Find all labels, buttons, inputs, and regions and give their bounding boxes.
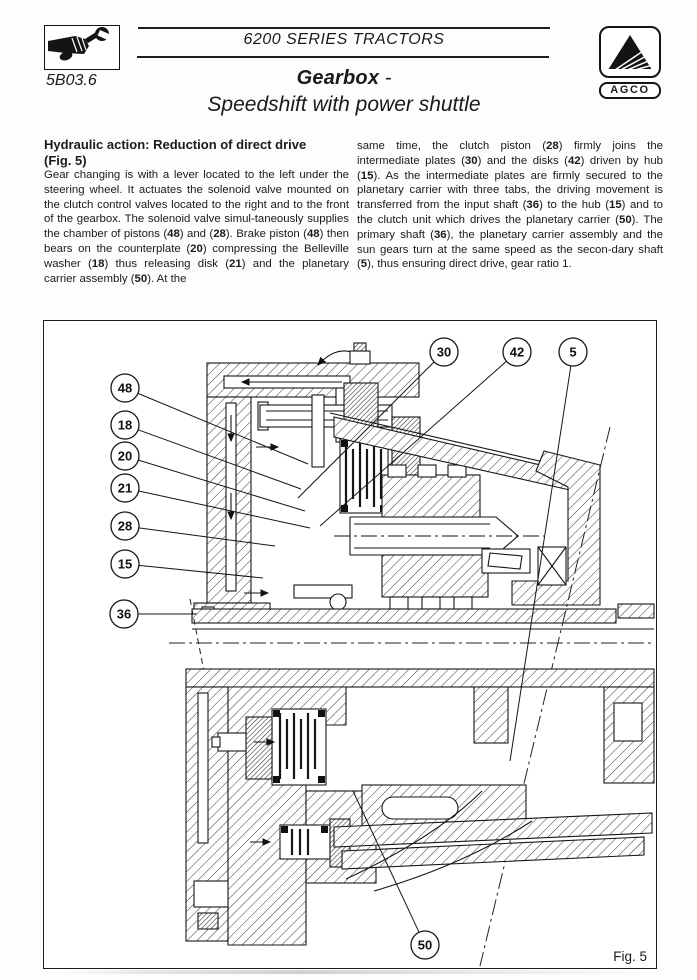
callout-number-50: 50 (417, 937, 433, 953)
agco-triangle-icon (599, 26, 661, 78)
section-code: 5B03.6 (46, 72, 97, 89)
figure-5-frame (43, 320, 657, 969)
header-rule-bottom (137, 56, 549, 58)
service-section-icon-box (44, 25, 120, 70)
upper-assembly (192, 343, 654, 629)
series-title: 6200 SERIES TRACTORS (243, 31, 445, 48)
callout-number-36: 36 (116, 606, 132, 622)
callout-number-20: 20 (117, 448, 133, 464)
scan-artifact (60, 970, 660, 974)
callout-number-21: 21 (117, 480, 133, 496)
agco-logo (599, 26, 662, 99)
page-subtitle: Speedshift with power shuttle (207, 93, 481, 116)
lower-assembly (186, 669, 654, 945)
hand-wrench-icon (45, 26, 115, 65)
article-heading: Hydraulic action: Reduction of direct drive (Fig. 5) (44, 137, 307, 168)
right-column (357, 139, 663, 272)
right-column-paragraph: same time, the clutch piston (28) firmly joins the intermediate plates (30) and the disks (42) driven by hub (15). As the intermediate plates are firmly secured to the planetary carrier with three tabs, the driving movement is transferred from the input shaft (36) to the hub (15) and to the clutch unit which drives the planetary carrier (50). The primary shaft (36), the planetary carrier assembly and the sun gears turn at the same speed as the secon-dary shaft (5), thus ensuring direct drive, gear ratio 1. (357, 140, 664, 271)
left-column (44, 137, 349, 286)
agco-wordmark: AGCO (599, 82, 661, 99)
callout-number-18: 18 (117, 417, 133, 433)
left-column-paragraph: Gear changing is with a lever located to the left under the steering wheel. It actuates the solenoid valve mounted on the clutch control valves located to the right and to the front of the gearbox. The solenoid valve simul-taneously supplies the chamber of pistons (48) and (28). Brake piston (48) then bears on the counterplate (20) compressing the Belleville washer (18) thus releasing disk (21) and the planetary carrier assembly (50). At the (44, 169, 349, 285)
page-title: Gearbox - (296, 67, 392, 89)
gearbox-cross-section-diagram (44, 321, 656, 968)
callout-number-5: 5 (569, 344, 577, 360)
header-rule-top (138, 27, 550, 29)
callout-number-28: 28 (117, 518, 133, 534)
callout-number-42: 42 (509, 344, 525, 360)
callout-number-48: 48 (117, 380, 133, 396)
callout-number-15: 15 (117, 556, 133, 572)
figure-label: Fig. 5 (613, 949, 647, 964)
callout-number-30: 30 (436, 344, 452, 360)
